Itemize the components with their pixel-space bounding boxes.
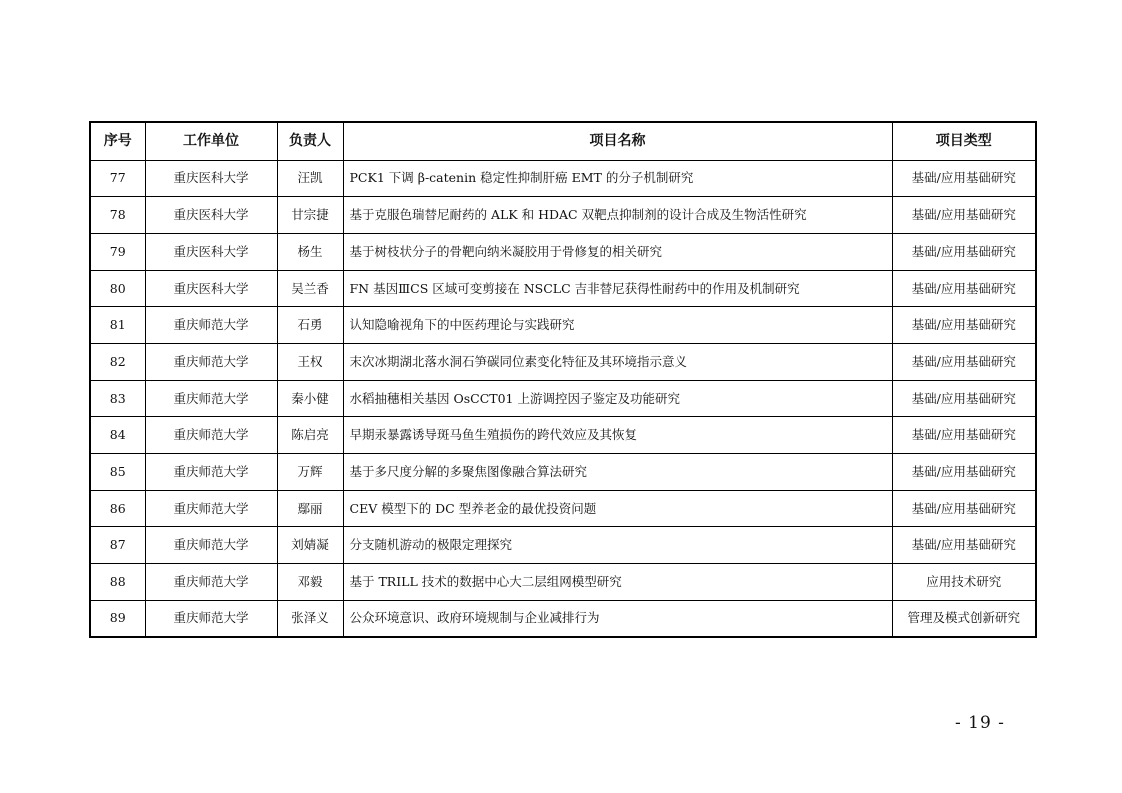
cell-project-type: 基础/应用基础研究 [892, 380, 1036, 417]
table-row [90, 343, 1036, 380]
header-project-name: 项目名称 [343, 122, 892, 160]
cell-project-name: CEV 模型下的 DC 型养老金的最优投资问题 [343, 490, 892, 527]
cell-serial: 79 [90, 233, 145, 270]
cell-unit: 重庆医科大学 [145, 270, 277, 307]
cell-project-name: 基于多尺度分解的多聚焦图像融合算法研究 [343, 454, 892, 491]
cell-leader: 汪凯 [277, 160, 343, 197]
cell-serial: 89 [90, 600, 145, 637]
cell-leader: 刘婧凝 [277, 527, 343, 564]
cell-unit: 重庆师范大学 [145, 380, 277, 417]
table-header-row [90, 122, 1036, 160]
cell-serial: 77 [90, 160, 145, 197]
header-serial: 序号 [90, 122, 145, 160]
table-row [90, 454, 1036, 491]
cell-leader: 甘宗捷 [277, 197, 343, 234]
project-table [89, 121, 1037, 638]
cell-leader: 吴兰香 [277, 270, 343, 307]
cell-serial: 80 [90, 270, 145, 307]
cell-unit: 重庆医科大学 [145, 197, 277, 234]
header-unit: 工作单位 [145, 122, 277, 160]
cell-project-name: 认知隐喻视角下的中医药理论与实践研究 [343, 307, 892, 344]
cell-project-name: 早期汞暴露诱导斑马鱼生殖损伤的跨代效应及其恢复 [343, 417, 892, 454]
table-row [90, 160, 1036, 197]
cell-project-type: 基础/应用基础研究 [892, 417, 1036, 454]
cell-project-type: 基础/应用基础研究 [892, 197, 1036, 234]
cell-leader: 王权 [277, 343, 343, 380]
cell-project-name: FN 基因ⅢCS 区域可变剪接在 NSCLC 吉非替尼获得性耐药中的作用及机制研究 [343, 270, 892, 307]
table-row [90, 417, 1036, 454]
table-row [90, 307, 1036, 344]
cell-unit: 重庆师范大学 [145, 564, 277, 601]
table-row [90, 600, 1036, 637]
cell-unit: 重庆师范大学 [145, 307, 277, 344]
cell-project-name: 基于 TRILL 技术的数据中心大二层组网模型研究 [343, 564, 892, 601]
cell-serial: 87 [90, 527, 145, 564]
cell-unit: 重庆医科大学 [145, 233, 277, 270]
cell-unit: 重庆师范大学 [145, 490, 277, 527]
cell-leader: 万辉 [277, 454, 343, 491]
cell-project-name: 基于树枝状分子的骨靶向纳米凝胶用于骨修复的相关研究 [343, 233, 892, 270]
table-row [90, 270, 1036, 307]
cell-project-name: 公众环境意识、政府环境规制与企业减排行为 [343, 600, 892, 637]
table-body [90, 160, 1036, 637]
cell-project-type: 基础/应用基础研究 [892, 233, 1036, 270]
cell-leader: 石勇 [277, 307, 343, 344]
cell-project-name: 末次冰期湖北落水洞石笋碳同位素变化特征及其环境指示意义 [343, 343, 892, 380]
cell-project-name: 基于克服色瑞替尼耐药的 ALK 和 HDAC 双靶点抑制剂的设计合成及生物活性研究 [343, 197, 892, 234]
cell-unit: 重庆师范大学 [145, 417, 277, 454]
cell-serial: 81 [90, 307, 145, 344]
cell-project-type: 基础/应用基础研究 [892, 527, 1036, 564]
cell-leader: 张泽义 [277, 600, 343, 637]
cell-unit: 重庆医科大学 [145, 160, 277, 197]
cell-serial: 78 [90, 197, 145, 234]
table-row [90, 490, 1036, 527]
cell-serial: 84 [90, 417, 145, 454]
cell-project-type: 管理及模式创新研究 [892, 600, 1036, 637]
cell-leader: 鄢丽 [277, 490, 343, 527]
cell-unit: 重庆师范大学 [145, 454, 277, 491]
cell-project-name: PCK1 下调 β-catenin 稳定性抑制肝癌 EMT 的分子机制研究 [343, 160, 892, 197]
cell-leader: 秦小健 [277, 380, 343, 417]
table-row [90, 564, 1036, 601]
cell-serial: 86 [90, 490, 145, 527]
cell-serial: 85 [90, 454, 145, 491]
table-row [90, 197, 1036, 234]
cell-project-type: 基础/应用基础研究 [892, 270, 1036, 307]
cell-unit: 重庆师范大学 [145, 343, 277, 380]
cell-project-type: 基础/应用基础研究 [892, 343, 1036, 380]
cell-project-name: 水稻抽穗相关基因 OsCCT01 上游调控因子鉴定及功能研究 [343, 380, 892, 417]
header-leader: 负责人 [277, 122, 343, 160]
cell-unit: 重庆师范大学 [145, 600, 277, 637]
cell-serial: 83 [90, 380, 145, 417]
cell-project-type: 基础/应用基础研究 [892, 160, 1036, 197]
table-row [90, 527, 1036, 564]
cell-project-type: 应用技术研究 [892, 564, 1036, 601]
cell-leader: 邓毅 [277, 564, 343, 601]
cell-serial: 88 [90, 564, 145, 601]
cell-leader: 陈启亮 [277, 417, 343, 454]
table-row [90, 380, 1036, 417]
cell-project-type: 基础/应用基础研究 [892, 454, 1036, 491]
cell-project-name: 分支随机游动的极限定理探究 [343, 527, 892, 564]
cell-unit: 重庆师范大学 [145, 527, 277, 564]
page-number: - 19 - [955, 713, 1005, 733]
cell-serial: 82 [90, 343, 145, 380]
table-row [90, 233, 1036, 270]
header-project-type: 项目类型 [892, 122, 1036, 160]
cell-project-type: 基础/应用基础研究 [892, 307, 1036, 344]
cell-leader: 杨生 [277, 233, 343, 270]
cell-project-type: 基础/应用基础研究 [892, 490, 1036, 527]
